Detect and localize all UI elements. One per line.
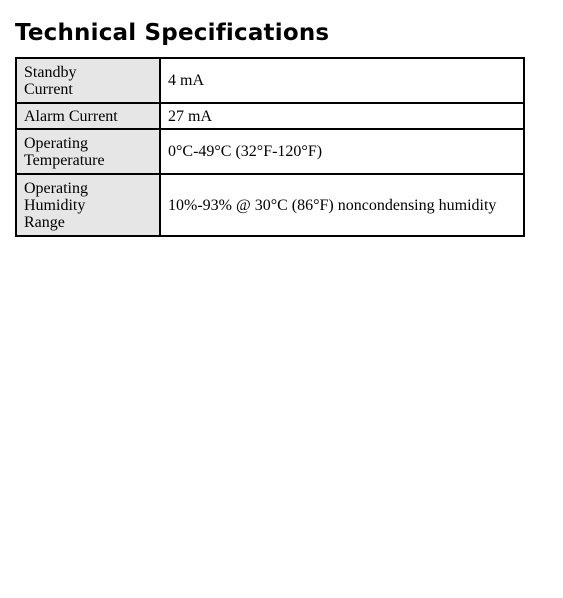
spec-label [16,58,160,103]
table-row [16,129,524,174]
spec-label-text: Operating Temperature [24,134,105,169]
spec-label-text: Standby Current [24,63,77,98]
spec-value [160,58,524,103]
spec-label [16,174,160,236]
spec-value-text: 4 mA [168,72,204,89]
table-row [16,103,524,129]
spec-label [16,129,160,174]
spec-value [160,129,524,174]
spec-value-text: 0°C-49°C (32°F-120°F) [168,143,323,160]
spec-label [16,103,160,129]
spec-value-text: 10%-93% @ 30°C (86°F) noncondensing humidity [168,196,497,214]
spec-value [160,103,524,129]
page-title: Technical Specifications [15,20,330,46]
spec-label-text: Alarm Current [24,107,118,125]
spec-value-text: 27 mA [168,107,212,125]
spec-value [160,174,524,236]
spec-label-text: Operating Humidity Range [24,179,88,231]
spec-table [15,57,525,237]
table-row [16,58,524,103]
table-row [16,174,524,236]
